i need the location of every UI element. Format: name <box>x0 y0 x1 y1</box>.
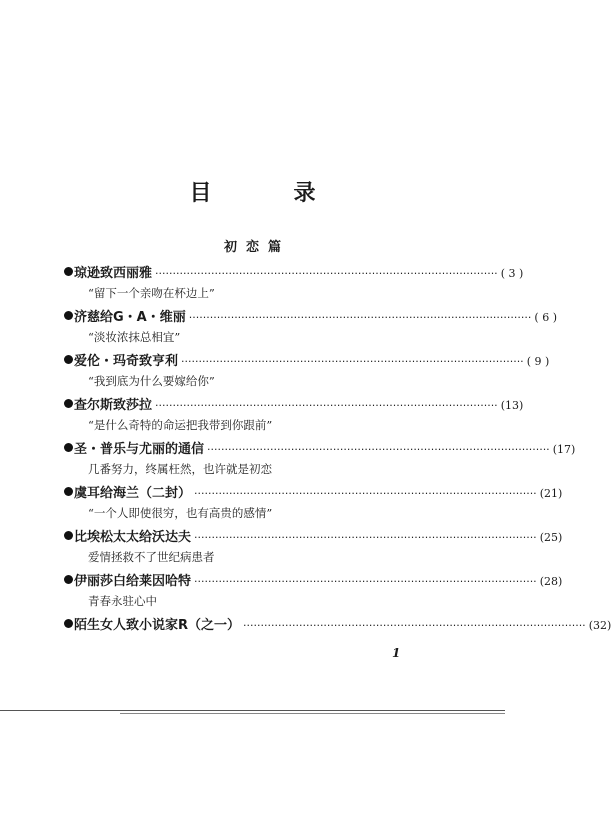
bullet-icon <box>64 531 73 540</box>
leader-dots: ·································································································· <box>243 619 586 632</box>
toc-entry-subtitle: “淡妆浓抹总相宜” <box>88 330 181 344</box>
toc-entry <box>64 350 550 394</box>
toc-entry-title: 查尔斯致莎拉 <box>74 398 153 413</box>
toc-entry-line <box>64 350 550 370</box>
toc-entry-line <box>64 438 576 458</box>
toc-entry-title: 圣・普乐与尤丽的通信 <box>74 442 205 457</box>
toc-entry-subtitle: “是什么奇特的命运把我带到你跟前” <box>88 418 273 432</box>
leader-dots: ·································································································· <box>181 355 524 368</box>
toc-entry-line <box>64 394 524 414</box>
leader-dots: ·································································································· <box>155 267 498 280</box>
toc-entry-title: 比埃松太太给沃达夫 <box>74 530 192 545</box>
toc-entry <box>64 526 563 570</box>
toc-entry-title: 琼逊致西丽雅 <box>74 266 153 281</box>
bullet-icon <box>64 399 73 408</box>
toc-entry-title: 济慈给G・A・维丽 <box>74 310 186 325</box>
bullet-icon <box>64 311 73 320</box>
toc-page-number: (17) <box>552 443 576 456</box>
toc-entry-subtitle: 几番努力，终属枉然，也许就是初恋 <box>88 462 272 476</box>
table-of-contents <box>64 262 611 658</box>
toc-page-number: (13) <box>500 399 524 412</box>
toc-entry-subtitle: 爱情拯救不了世纪病患者 <box>88 550 215 564</box>
toc-page-number: ( 6 ) <box>534 311 557 324</box>
page-title: 目 录 <box>189 181 346 206</box>
toc-entry-line <box>64 526 563 546</box>
toc-entry-line <box>64 614 611 634</box>
toc-entry-title: 虞耳给海兰（二封） <box>74 486 192 501</box>
leader-dots: ·································································································· <box>155 399 498 412</box>
toc-page-number: (25) <box>539 531 563 544</box>
bullet-icon <box>64 575 73 584</box>
toc-page-number: ( 3 ) <box>500 267 524 280</box>
toc-entry <box>64 306 557 350</box>
toc-page-number: (32) <box>588 619 611 632</box>
bullet-icon <box>64 619 73 628</box>
toc-page-number: (28) <box>539 575 563 588</box>
toc-entry-line <box>64 482 563 502</box>
bullet-icon <box>64 355 73 364</box>
toc-entry-line <box>64 306 557 326</box>
toc-entry <box>64 438 576 482</box>
page-number: 1 <box>392 646 401 660</box>
toc-page-number: (21) <box>539 487 563 500</box>
toc-entry-title: 伊丽莎白给莱因哈特 <box>74 574 192 589</box>
leader-dots: ·································································································· <box>207 443 550 456</box>
bullet-icon <box>64 443 73 452</box>
toc-entry <box>64 570 563 614</box>
section-title: 初恋篇 <box>223 240 290 255</box>
footer-rule <box>0 710 505 711</box>
toc-entry-subtitle: “我到底为什么要嫁给你” <box>88 374 215 388</box>
leader-dots: ·································································································· <box>194 531 537 544</box>
toc-entry-title: 陌生女人致小说家R（之一） <box>74 618 241 633</box>
toc-entry <box>64 262 524 306</box>
toc-entry-subtitle: 青春永驻心中 <box>88 594 157 608</box>
toc-entry-subtitle: “一个人即使很穷，也有高贵的感情” <box>88 506 273 520</box>
toc-entry <box>64 394 524 438</box>
toc-entry-line <box>64 262 524 282</box>
toc-entry-subtitle: “留下一个亲吻在杯边上” <box>88 286 215 300</box>
footer-rule-secondary <box>120 713 505 714</box>
bullet-icon <box>64 487 73 496</box>
toc-entry-title: 爱伦・玛奇致亨利 <box>74 354 179 369</box>
toc-entry-line <box>64 570 563 590</box>
leader-dots: ·································································································· <box>194 487 537 500</box>
leader-dots: ·································································································· <box>188 311 532 324</box>
bullet-icon <box>64 267 73 276</box>
toc-entry <box>64 614 611 658</box>
toc-entry <box>64 482 563 526</box>
leader-dots: ·································································································· <box>194 575 537 588</box>
toc-page-number: ( 9 ) <box>526 355 550 368</box>
